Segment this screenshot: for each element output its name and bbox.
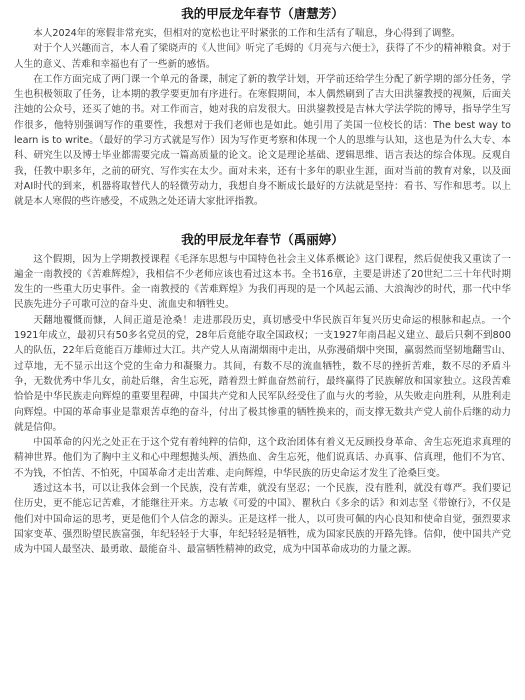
essay-paragraph: 本人2024年的寒假非常充实，但相对的宽松也让平时紧张的工作和生活有了喘息，身心得到了调整。	[33, 28, 461, 39]
essay-paragraph: 中国革命的闪光之处正在于这个党有着纯粹的信仰，这个政治团体有着义无反顾投身革命、舍生忘死追求真理的精神世界。他们为了胸中主义和心中理想抛头颅、洒热血、舍生忘死，他们说真话、办真事、信真理，他们不为官、不为钱，不怕苦、不怕死，中国革命才走出苦难、走向辉煌，中华民族的历史命运才发生了沧桑巨变。	[14, 437, 511, 479]
essay-paragraph: 这个假期，因为上学期教授课程《毛泽东思想与中国特色社会主义体系概论》这门课程，然后促使我又重读了一遍金一南教授的《苦难辉煌》，我相信不少老师应该也看过这本书。全书16章，主要是讲述了20世纪二三十年代时期发生的一些重大历史事件。金一南教授的《苦难辉煌》为我们再现的是一个风起云涌、大浪淘沙的时代，那一代中华民族先进分子可歌可泣的奋斗史、流血史和牺牲史。	[14, 253, 511, 311]
essay-paragraph: 天翻地覆慨而慷，人间正道是沧桑！走进那段历史，真切感受中华民族百年复兴历史命运的根脉和起点。一个1921年成立，最初只有50多名党员的党，28年后竟能夺取全国政权；一支1927年南昌起义建立、最后只剩不到800人的队伍，22年后竟能百万雄师过大江。共产党人从南湖烟雨中走出，从弥漫硝烟中突围，赢弱然而坚韧地翻雪山、过草地，无不显示出这个党的生命力和凝聚力。其间，有数不尽的流血牺牲，数不尽的挫折苦难，数不尽的矛盾斗争，无数优秀中华儿女，前赴后继，舍生忘死，踏着烈士鲜血奋然前行，最终赢得了民族解放和国家独立。这段苦难恰恰是中华民族走向辉煌的重要里程碑，中国共产党和人民军队经受住了血与火的考验，从失败走向胜利，从胜利走向辉煌。中国的革命事业是靠艰苦卓绝的奋斗，付出了极其惨重的牺牲换来的，而支撑无数共产党人前仆后继的动力就是信仰。	[14, 314, 511, 433]
essay-paragraph: 在工作方面完成了两门课一个单元的备课，制定了新的教学计划，开学前还给学生分配了新学期的部分任务，学生也积极领取了任务，让本期的教学要更加有序进行。在寒假期间，本人偶然刷到了吉大田洪鋆教授的视频，后面关注她的公众号，还买了她的书。对工作而言，她对我的启发很大。田洪鋆教授是吉林大学法学院的博导，指导学生写作很多，他特别强调写作的重要性，我想对于我们老师也是如此。她引用了美国一位校长的话：The best way to learn is to write。（最好的学习方式就是写作）因为写作更考察和体现一个人的思维与认知，这也是为什么大专、本科、研究生以及博士毕业都需要完成一篇高质量的论文。论文是理论基础、逻辑思维、语言表达的综合体现。反观自我，任教中职多年，之前的研究、写作实在太少。面对未来，还有十多年的职业生涯，面对当前的教育对象，以及面对AI时代的到来，机器将取替代人的轻微劳动力，我想自身不断成长最好的方法就是坚持：看书、写作和思考。以上就是本人寒假的些许感受，不成熟之处还请大家批评指教。	[14, 73, 511, 208]
essay-paragraph: 透过这本书，可以让我体会到一个民族，没有苦难，就没有坚忍；一个民族，没有胜利，就没有尊严。我们要记住历史，更不能忘记苦难，才能继往开来。方志敏《可爱的中国》、瞿秋白《多余的话》和刘志坚《带镣行》，不仅是他们对中国命运的思考，更是他们个人信念的源头。正是这样一批人，以可贵可佩的内心良知和使命自觉，强烈要求国家变革、强烈盼望民族富强，年纪轻轻于大事，年纪轻轻是牺牲，成为国家民族的开路先锋。信仰，使中国共产党成为中国人最坚决、最勇敢、最能奋斗、最富牺牲精神的政党，成为中国革命成功的力量之源。	[14, 483, 511, 556]
document-page	[14, 4, 511, 558]
essay-paragraph: 对于个人兴趣而言，本人看了梁晓声的《人世间》听完了毛姆的《月亮与六便士》，获得了不少的精神粮食。对于人生的意义、苦难和幸福也有了一些新的感悟。	[14, 43, 511, 70]
essay-yu-liting	[14, 230, 511, 558]
essay-title: 我的甲辰龙年春节（禹丽婷）	[181, 231, 344, 247]
essay-tang-huifang	[14, 4, 511, 210]
essay-title: 我的甲辰龙年春节（唐慧芳）	[181, 6, 344, 21]
